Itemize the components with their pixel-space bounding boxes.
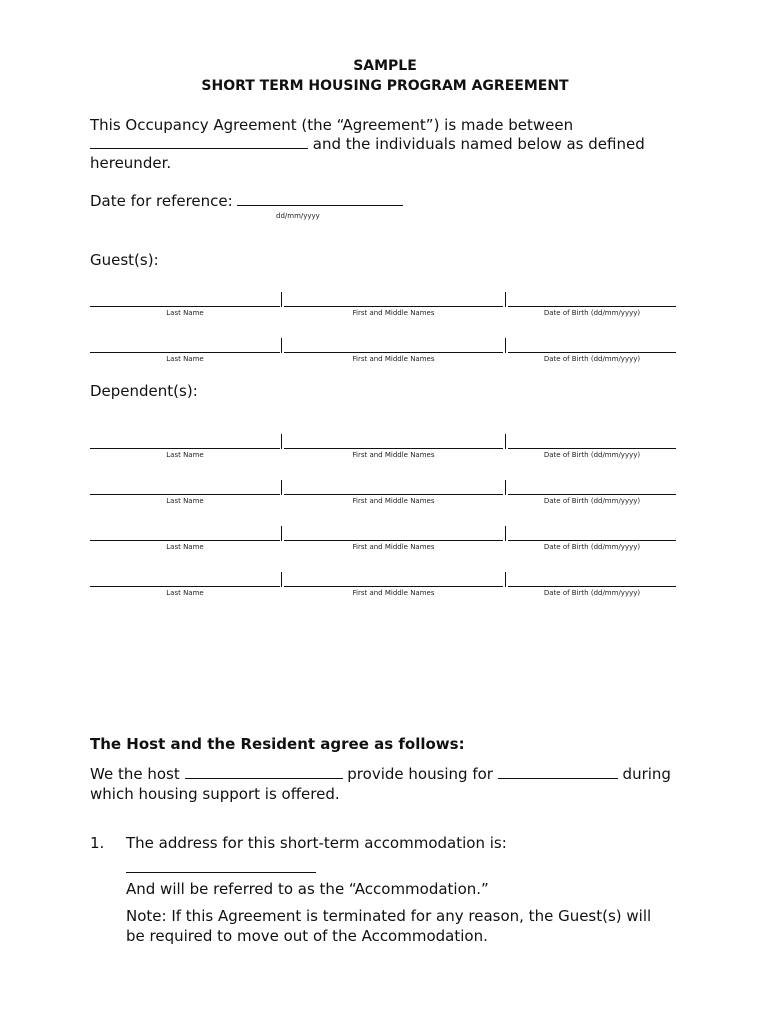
clause-note-line1: Note: If this Agreement is terminated for any reason, the Guest(s) will xyxy=(126,907,652,925)
dependent-dob-field[interactable] xyxy=(508,448,676,449)
dependent-last-name-field[interactable] xyxy=(90,586,280,587)
guests-heading: Guest(s): xyxy=(90,251,159,269)
first-name-label: First and Middle Names xyxy=(352,451,435,459)
housing-period-field[interactable] xyxy=(498,766,618,779)
agreement-text-a: We the host xyxy=(90,765,180,783)
divider xyxy=(281,434,282,449)
divider xyxy=(281,292,282,307)
date-reference-row xyxy=(90,192,403,211)
divider xyxy=(281,480,282,495)
divider xyxy=(505,572,506,587)
dependent-dob-field[interactable] xyxy=(508,586,676,587)
divider xyxy=(281,572,282,587)
last-name-label: Last Name xyxy=(166,309,204,317)
divider xyxy=(505,526,506,541)
first-name-label: First and Middle Names xyxy=(352,355,435,363)
dob-label: Date of Birth (dd/mm/yyyy) xyxy=(543,451,641,459)
dependents-heading: Dependent(s): xyxy=(90,382,198,400)
dob-label: Date of Birth (dd/mm/yyyy) xyxy=(543,355,641,363)
agreement-text-c: during xyxy=(622,765,671,783)
date-reference-field[interactable] xyxy=(237,193,403,206)
party-name-field[interactable] xyxy=(90,136,308,149)
document-title-line2: SHORT TERM HOUSING PROGRAM AGREEMENT xyxy=(201,78,569,94)
divider xyxy=(281,526,282,541)
dependent-last-name-field[interactable] xyxy=(90,540,280,541)
guest-first-name-field[interactable] xyxy=(284,352,503,353)
agreement-heading: The Host and the Resident agree as follows: xyxy=(90,735,465,753)
intro-line2 xyxy=(90,135,645,154)
guest-first-name-field[interactable] xyxy=(284,306,503,307)
guest-dob-field[interactable] xyxy=(508,306,676,307)
dependent-row xyxy=(90,479,676,509)
divider xyxy=(505,434,506,449)
last-name-label: Last Name xyxy=(166,451,204,459)
divider xyxy=(505,338,506,353)
dependent-row xyxy=(90,571,676,601)
guest-row xyxy=(90,291,676,321)
last-name-label: Last Name xyxy=(166,497,204,505)
first-name-label: First and Middle Names xyxy=(352,543,435,551)
dependent-first-name-field[interactable] xyxy=(284,448,503,449)
divider xyxy=(505,292,506,307)
clause-note-line2: be required to move out of the Accommodation. xyxy=(126,927,488,945)
dependent-first-name-field[interactable] xyxy=(284,494,503,495)
address-field[interactable] xyxy=(126,872,316,873)
dob-label: Date of Birth (dd/mm/yyyy) xyxy=(543,589,641,597)
dependent-dob-field[interactable] xyxy=(508,540,676,541)
dependent-first-name-field[interactable] xyxy=(284,586,503,587)
agreement-line1 xyxy=(90,765,671,784)
last-name-label: Last Name xyxy=(166,355,204,363)
divider xyxy=(281,338,282,353)
first-name-label: First and Middle Names xyxy=(352,309,435,317)
guest-last-name-field[interactable] xyxy=(90,306,280,307)
first-name-label: First and Middle Names xyxy=(352,589,435,597)
last-name-label: Last Name xyxy=(166,589,204,597)
divider xyxy=(505,480,506,495)
dependent-last-name-field[interactable] xyxy=(90,494,280,495)
dob-label: Date of Birth (dd/mm/yyyy) xyxy=(543,543,641,551)
dependent-last-name-field[interactable] xyxy=(90,448,280,449)
dependent-row xyxy=(90,433,676,463)
date-reference-label: Date for reference: xyxy=(90,192,233,210)
dependent-row xyxy=(90,525,676,555)
guest-last-name-field[interactable] xyxy=(90,352,280,353)
dependent-dob-field[interactable] xyxy=(508,494,676,495)
clause-referred-text: And will be referred to as the “Accommodation.” xyxy=(126,880,489,898)
intro-line3: hereunder. xyxy=(90,154,172,172)
date-format-hint: dd/mm/yyyy xyxy=(276,212,320,220)
intro-line1: This Occupancy Agreement (the “Agreement”) is made between xyxy=(90,116,574,134)
dependent-first-name-field[interactable] xyxy=(284,540,503,541)
clause-address-text: The address for this short-term accommodation is: xyxy=(126,834,507,852)
agreement-line2: which housing support is offered. xyxy=(90,785,340,803)
agreement-text-b: provide housing for xyxy=(347,765,493,783)
last-name-label: Last Name xyxy=(166,543,204,551)
dob-label: Date of Birth (dd/mm/yyyy) xyxy=(543,309,641,317)
intro-line2-text: and the individuals named below as defined xyxy=(312,135,645,153)
host-name-field[interactable] xyxy=(185,766,343,779)
clause-number: 1. xyxy=(90,834,105,852)
guest-row xyxy=(90,337,676,367)
guest-dob-field[interactable] xyxy=(508,352,676,353)
document-title-line1: SAMPLE xyxy=(353,58,417,74)
first-name-label: First and Middle Names xyxy=(352,497,435,505)
dob-label: Date of Birth (dd/mm/yyyy) xyxy=(543,497,641,505)
